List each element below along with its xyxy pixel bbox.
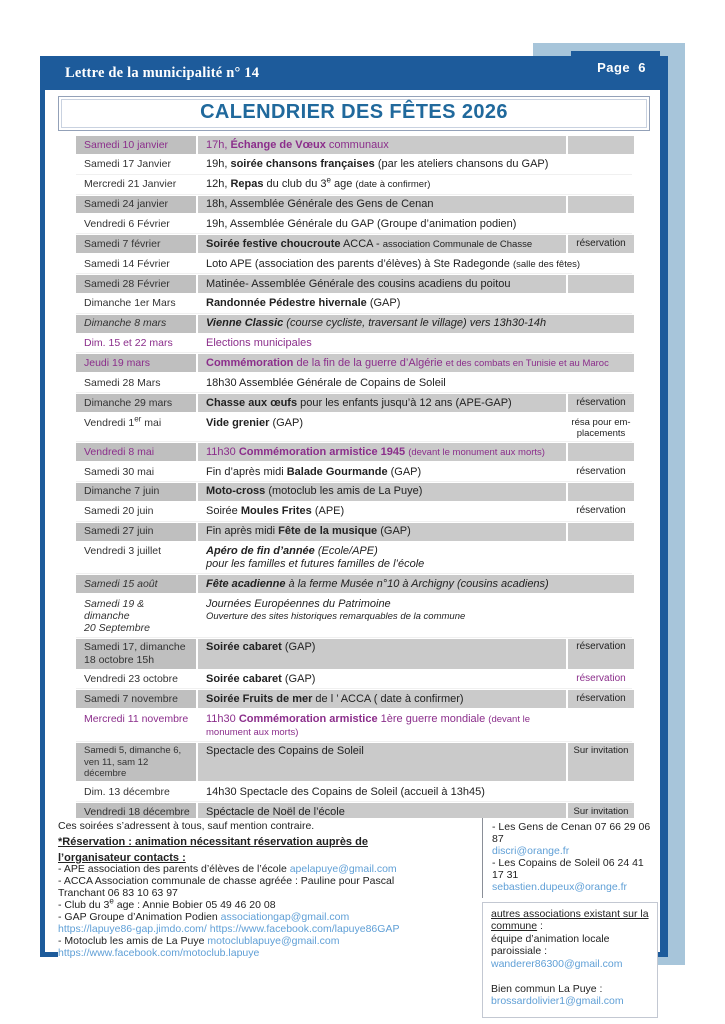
date-cell: Samedi 15 août	[76, 575, 196, 593]
status-cell: réservation	[568, 639, 634, 669]
text-segment: Fin d’après midi	[206, 465, 287, 478]
text-segment: (Ecole/APE)	[314, 545, 378, 558]
text-segment: 14h30 Spectacle des Copains de Soleil (accueil à 13h45)	[206, 785, 485, 798]
footer-line	[58, 836, 482, 849]
date-cell: Samedi 28 Février	[76, 275, 196, 293]
text-segment: - Club du 3	[58, 898, 110, 911]
text-segment: 19h, Assemblée Générale du GAP (Groupe d’animation podien)	[206, 217, 517, 230]
date-cell: Dimanche 29 mars	[76, 394, 196, 412]
text-segment: (APE)	[311, 505, 345, 518]
event-cell	[198, 315, 634, 333]
event-cell	[198, 710, 566, 741]
text-segment: l’organisateur contacts :	[58, 851, 186, 864]
event-cell	[198, 595, 566, 637]
status-cell	[568, 275, 634, 293]
text-segment: 11h30	[206, 445, 239, 458]
date-cell: Jeudi 19 mars	[76, 354, 196, 372]
title-box	[58, 96, 650, 131]
text-segment: Matinée- Assemblée Générale des cousins acadiens du poitou	[206, 277, 511, 290]
date-cell: Samedi 10 janvier	[76, 136, 196, 154]
table-row	[76, 503, 632, 522]
text-segment: (devant le monument aux morts)	[408, 446, 545, 458]
table-row	[76, 374, 632, 393]
date-cell: Dim. 13 décembre	[76, 783, 196, 801]
text-segment: 18h30 Assemblée Générale de Copains de Soleil	[206, 376, 446, 389]
table-row	[76, 743, 632, 781]
status-cell: Sur invitation	[568, 803, 634, 821]
footer-left-column	[58, 818, 482, 1018]
table-row	[76, 523, 632, 541]
text-segment: à la ferme Musée n°10 à Archigny (cousins acadiens)	[285, 577, 549, 590]
text-segment: Loto APE (association des parents d’élèves) à Ste Radegonde	[206, 257, 513, 270]
event-cell	[198, 690, 566, 708]
date-cell	[76, 414, 196, 441]
date-cell: Samedi 20 juin	[76, 503, 196, 521]
status-cell	[568, 295, 634, 313]
date-cell: Vendredi 18 décembre	[76, 803, 196, 821]
event-cell	[198, 255, 634, 273]
text-segment: pour les enfants jusqu’à 12 ans (APE-GAP)	[297, 396, 512, 409]
date-cell: Samedi 7 novembre	[76, 690, 196, 708]
text-segment: Journées Européennes du Patrimoine	[206, 597, 391, 610]
text-segment: *Réservation : animation nécessitant réservation auprès de	[58, 835, 368, 848]
date-cell: Samedi 14 Février	[76, 255, 196, 273]
newsletter-page	[40, 56, 668, 1007]
event-cell	[198, 295, 566, 313]
table-row	[76, 235, 632, 253]
link[interactable]: https://www.facebook.com/motoclub.lapuye	[58, 946, 260, 959]
status-cell	[568, 783, 634, 801]
text-segment: e	[326, 175, 331, 185]
text-segment: association Communale de Chasse	[382, 238, 533, 250]
event-cell	[198, 335, 566, 353]
text-segment: Moto-cross	[206, 485, 266, 498]
text-segment: Soirée	[206, 505, 241, 518]
text-segment: mai	[141, 416, 162, 429]
text-segment: Fin après midi	[206, 525, 279, 538]
event-cell	[198, 671, 566, 689]
text-segment: (GAP)	[366, 297, 401, 310]
status-cell	[568, 595, 634, 637]
text-segment: Échange de Vœux	[230, 138, 326, 151]
event-cell	[198, 176, 566, 194]
footer-line	[492, 822, 658, 846]
table-row	[76, 671, 632, 690]
text-segment: (devant le monument aux morts)	[206, 713, 531, 738]
status-cell	[568, 483, 634, 501]
header-bar	[45, 56, 660, 90]
text-segment: Repas	[230, 178, 264, 191]
text-segment: (course cycliste, traversant le village) vers 13h30-14h	[283, 317, 547, 330]
table-row	[76, 443, 632, 461]
event-cell	[198, 354, 634, 372]
text-segment: :	[537, 919, 543, 932]
link[interactable]: https://www.facebook.com/lapuye86GAP	[209, 922, 400, 935]
table-row	[76, 215, 632, 234]
text-segment: soirée chansons françaises	[230, 158, 375, 171]
event-cell	[198, 543, 566, 574]
footer-line	[492, 858, 658, 882]
status-cell	[568, 156, 634, 174]
text-segment: er	[134, 414, 142, 424]
title-box-inner	[61, 99, 647, 128]
table-row	[76, 483, 632, 501]
text-segment: 11h30	[206, 712, 239, 725]
text-segment: Vienne Classic	[206, 317, 284, 330]
table-row	[76, 575, 632, 593]
status-cell	[568, 543, 634, 574]
text-segment: Vendredi 1	[84, 416, 135, 429]
newsletter-title: Lettre de la municipalité n° 14	[65, 64, 260, 81]
event-cell	[198, 783, 566, 801]
text-segment: 12h,	[206, 178, 231, 191]
text-segment: age	[330, 178, 356, 191]
table-row	[76, 463, 632, 482]
text-segment: Elections municipales	[206, 337, 312, 350]
date-cell: Samedi 28 Mars	[76, 374, 196, 392]
text-segment: communaux	[325, 138, 389, 151]
text-segment: Spéctacle de Noël de l’école	[206, 805, 345, 818]
date-cell: Samedi 5, dimanche 6, ven 11, sam 12 décembre	[76, 743, 196, 781]
table-row	[76, 156, 632, 175]
text-segment: (motoclub les amis de La Puye)	[265, 485, 423, 498]
status-cell: réservation	[568, 690, 634, 708]
event-cell	[198, 196, 566, 214]
text-segment: Soirée cabaret	[206, 641, 282, 654]
text-segment: - Les Copains de Soleil 06 24 41 17 31	[492, 856, 644, 881]
table-row	[76, 275, 632, 293]
footer	[58, 818, 658, 1018]
date-cell: Dimanche 1er Mars	[76, 295, 196, 313]
text-segment: - Motoclub les amis de La Puye	[58, 934, 208, 947]
event-cell	[198, 275, 566, 293]
table-row	[76, 690, 632, 708]
text-segment: Soirée festive choucroute	[206, 237, 341, 250]
footer-line	[491, 934, 651, 958]
event-cell	[198, 414, 566, 441]
status-cell: réservation	[568, 671, 634, 689]
text-segment: 19h,	[206, 158, 231, 171]
date-cell: Samedi 30 mai	[76, 463, 196, 481]
table-row	[76, 295, 632, 314]
event-cell	[198, 136, 566, 154]
text-segment: du club du 3	[263, 178, 327, 191]
text-segment: (GAP)	[387, 465, 422, 478]
date-cell: Mercredi 11 novembre	[76, 710, 196, 741]
link[interactable]: motoclublapuye@gmail.com	[207, 934, 340, 947]
date-cell: Samedi 17, dimanche 18 octobre 15h	[76, 639, 196, 669]
text-segment: - Les Gens de Cenan 07 66 29 06 87	[492, 821, 651, 845]
text-segment: Commémoration armistice 1945	[238, 445, 406, 458]
table-row	[76, 315, 632, 333]
events-table	[76, 136, 632, 827]
text-segment: Vide grenier	[206, 416, 270, 429]
text-segment: 18h, Assemblée Générale des Gens de Cenan	[206, 198, 434, 211]
event-cell	[198, 374, 566, 392]
footer-line	[491, 959, 651, 971]
event-cell	[198, 394, 566, 412]
table-row	[76, 176, 632, 195]
page-title: CALENDRIER DES FÊTES 2026	[200, 101, 508, 123]
link[interactable]: wanderer86300@gmail.com	[491, 957, 623, 970]
text-segment: 1ère guerre mondiale	[377, 712, 489, 725]
link[interactable]: sebastien.dupeux@orange.fr	[492, 880, 627, 893]
text-segment: Chasse aux œufs	[206, 396, 298, 409]
table-row	[76, 255, 632, 274]
status-cell: réservation	[568, 503, 634, 521]
event-cell	[198, 443, 566, 461]
text-segment: Soirée cabaret	[206, 673, 282, 686]
date-cell: Vendredi 8 mai	[76, 443, 196, 461]
date-cell: Samedi 19 & dimanche 20 Septembre	[76, 595, 196, 637]
table-row	[76, 394, 632, 412]
footer-line	[58, 821, 482, 833]
text-segment: Soirée Fruits de mer	[206, 692, 313, 705]
event-cell	[198, 156, 566, 174]
contacts-block	[482, 818, 658, 898]
text-segment: Balade Gourmande	[286, 465, 388, 478]
date-cell: Dimanche 8 mars	[76, 315, 196, 333]
text-segment: (GAP)	[281, 641, 316, 654]
status-cell: réservation	[568, 463, 634, 481]
status-cell: réservation	[568, 394, 634, 412]
text-segment: - ACCA Association communale de chasse agréée : Pauline pour Pascal	[58, 875, 395, 887]
event-cell	[198, 215, 566, 233]
text-segment: Spectacle des Copains de Soleil	[206, 745, 364, 758]
date-cell: Samedi 24 janvier	[76, 196, 196, 214]
event-cell	[198, 463, 566, 481]
status-cell	[568, 335, 634, 353]
text-segment: 17h,	[206, 138, 231, 151]
link[interactable]: discri@orange.fr	[492, 844, 570, 857]
status-cell	[568, 443, 634, 461]
date-cell: Samedi 7 février	[76, 235, 196, 253]
text-segment: autres associations existant sur la commune	[491, 907, 649, 932]
text-segment: (par les ateliers chansons du GAP)	[374, 158, 549, 171]
link[interactable]: brossardolivier1@gmail.com	[491, 994, 624, 1007]
text-segment: (date à confirmer)	[355, 179, 431, 191]
text-segment: Randonnée Pédestre hivernale	[206, 297, 367, 310]
event-cell	[198, 235, 566, 253]
text-segment: e	[109, 896, 114, 906]
page-number-badge: Page 6	[571, 51, 660, 83]
text-segment: Fête de la musique	[278, 525, 378, 538]
status-cell	[568, 710, 634, 741]
status-cell	[568, 374, 634, 392]
event-cell	[198, 523, 566, 541]
text-segment: de la fin de la guerre d’Algérie	[293, 356, 446, 369]
event-cell	[198, 503, 566, 521]
table-row	[76, 543, 632, 575]
text-segment: Ouverture des sites historiques remarquables de la commune	[206, 611, 466, 623]
status-cell	[568, 196, 634, 214]
text-segment: Ces soirées s’adressent à tous, sauf mention contraire.	[58, 820, 315, 832]
table-row	[76, 710, 632, 742]
text-segment: équipe d’animation locale paroissiale :	[491, 932, 610, 957]
text-segment: (GAP)	[281, 673, 316, 686]
text-segment: Commémoration armistice	[238, 712, 378, 725]
text-segment: ACCA -	[340, 237, 383, 250]
table-row	[76, 335, 632, 354]
link[interactable]: https://lapuye86-gap.jimdo.com/	[58, 922, 207, 935]
footer-right-column	[482, 818, 658, 1018]
text-segment: Bien commun La Puye :	[491, 982, 603, 995]
table-row	[76, 196, 632, 214]
status-cell	[568, 176, 634, 194]
status-cell	[568, 215, 634, 233]
date-cell: Vendredi 23 octobre	[76, 671, 196, 689]
status-cell	[568, 523, 634, 541]
table-row	[76, 783, 632, 802]
table-row	[76, 354, 632, 372]
footer-line	[491, 972, 651, 983]
text-segment: - GAP Groupe d’Animation Podien	[58, 910, 221, 923]
table-row	[76, 414, 632, 442]
date-cell: Dimanche 7 juin	[76, 483, 196, 501]
associations-box	[482, 902, 658, 1018]
footer-line	[492, 882, 658, 894]
event-cell	[198, 639, 566, 669]
date-cell: Mercredi 21 Janvier	[76, 176, 196, 194]
text-segment: Commémoration	[206, 356, 294, 369]
table-row	[76, 595, 632, 638]
text-segment: (salle des fêtes)	[512, 258, 581, 270]
date-cell: Vendredi 3 juillet	[76, 543, 196, 574]
text-segment: et des combats en Tunisie et au Maroc	[445, 357, 609, 369]
link[interactable]: apelapuye@gmail.com	[289, 863, 397, 876]
text-segment: (GAP)	[377, 525, 411, 538]
footer-line	[491, 909, 651, 933]
text-segment: - APE association des parents d’élèves de l’école	[58, 863, 290, 876]
text-segment: Apéro de fin d’année	[206, 545, 315, 558]
status-cell	[568, 136, 634, 154]
date-cell: Vendredi 6 Février	[76, 215, 196, 233]
footer-line	[58, 948, 482, 960]
text-segment: Fête acadienne	[206, 577, 286, 590]
table-row	[76, 136, 632, 154]
text-segment: Moules Frites	[240, 505, 312, 518]
status-cell: résa pour em-placements	[568, 414, 634, 441]
status-cell: Sur invitation	[568, 743, 634, 781]
text-segment: pour les familles et futures familles de l’école	[206, 557, 425, 570]
text-segment: Tranchant 06 83 10 63 97	[58, 886, 178, 899]
text-segment: (GAP)	[269, 416, 304, 429]
date-cell: Samedi 17 Janvier	[76, 156, 196, 174]
footer-line	[491, 984, 651, 1008]
link[interactable]: associationgap@gmail.com	[220, 910, 350, 923]
event-cell	[198, 483, 566, 501]
text-segment: age : Annie Bobier 05 49 46 20 08	[113, 898, 276, 911]
event-cell	[198, 743, 566, 781]
table-row	[76, 639, 632, 669]
text-segment: de l ’ ACCA ( date à confirmer)	[312, 692, 464, 705]
date-cell: Samedi 27 juin	[76, 523, 196, 541]
event-cell	[198, 575, 634, 593]
status-cell: réservation	[568, 235, 634, 253]
date-cell: Dim. 15 et 22 mars	[76, 335, 196, 353]
